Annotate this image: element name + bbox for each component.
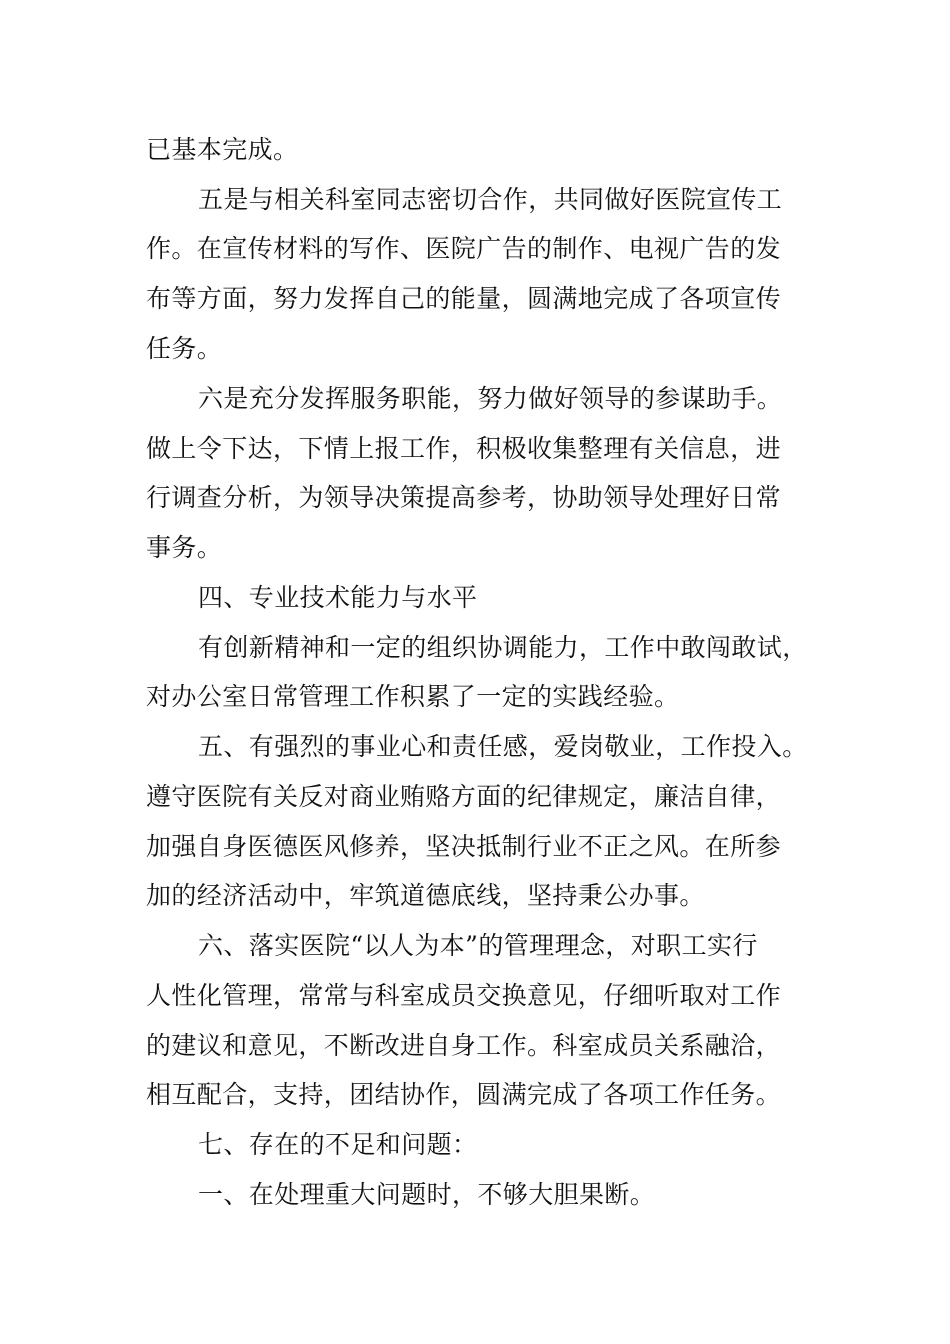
- section-heading: 四、专业技术能力与水平: [198, 583, 478, 612]
- paragraph-first-line: 有创新精神和一定的组织协调能力，工作中敢闯敢试，: [198, 633, 808, 662]
- text-line: 遵守医院有关反对商业贿赂方面的纪律规定，廉洁自律，: [146, 782, 782, 811]
- paragraph-first-line: 五是与相关科室同志密切合作，共同做好医院宣传工: [198, 185, 783, 214]
- text-line: 作。在宣传材料的写作、医院广告的制作、电视广告的发: [146, 234, 782, 263]
- text-line: 任务。: [146, 334, 223, 363]
- text-line: 加的经济活动中，牢筑道德底线，坚持秉公办事。: [146, 881, 705, 910]
- text-line: 加强自身医德医风修养，坚决抵制行业不正之风。在所参: [146, 832, 782, 861]
- paragraph-first-line: 五、有强烈的事业心和责任感，爱岗敬业，工作投入。: [198, 732, 808, 761]
- paragraph-first-line: 六、落实医院“以人为本”的管理理念，对职工实行: [198, 931, 758, 960]
- text-line: 布等方面，努力发挥自己的能量，圆满地完成了各项宣传: [146, 284, 782, 313]
- text-line: 人性化管理，常常与科室成员交换意见，仔细听取对工作: [146, 981, 782, 1010]
- text-line: 的建议和意见，不断改进自身工作。科室成员关系融洽，: [146, 1031, 782, 1060]
- section-heading: 七、存在的不足和问题：: [198, 1130, 478, 1159]
- text-line: 事务。: [146, 533, 223, 562]
- text-line: 做上令下达，下情上报工作，积极收集整理有关信息，进: [146, 434, 782, 463]
- text-line: 对办公室日常管理工作积累了一定的实践经验。: [146, 682, 680, 711]
- text-line: 行调查分析，为领导决策提高参考，协助领导处理好日常: [146, 483, 782, 512]
- text-line: 已基本完成。: [146, 135, 299, 164]
- text-line: 相互配合，支持，团结协作，圆满完成了各项工作任务。: [146, 1080, 782, 1109]
- paragraph-first-line: 一、在处理重大问题时，不够大胆果断。: [198, 1180, 656, 1209]
- paragraph-first-line: 六是充分发挥服务职能，努力做好领导的参谋助手。: [198, 384, 783, 413]
